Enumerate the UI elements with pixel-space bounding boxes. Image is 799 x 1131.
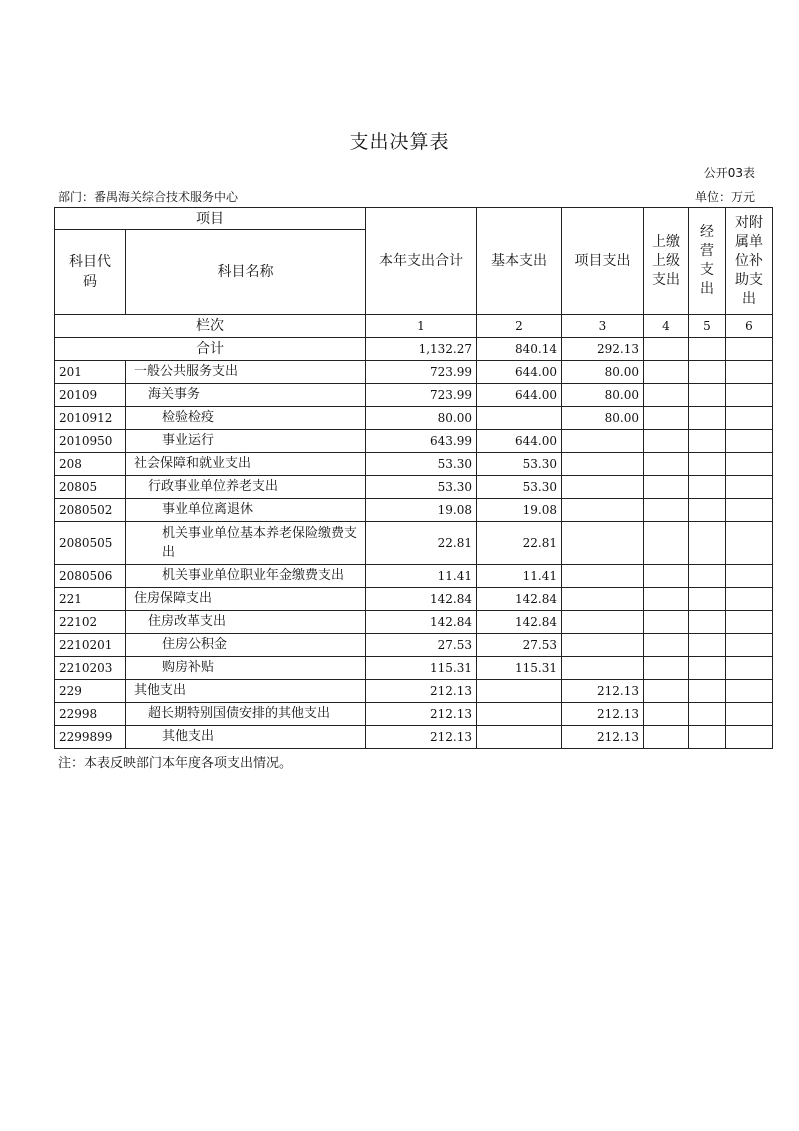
row-project: 80.00 <box>562 407 644 430</box>
header-item: 项目 <box>55 208 366 230</box>
row-basic: 53.30 <box>477 453 562 476</box>
row-project: 212.13 <box>562 726 644 749</box>
row-upper <box>644 499 689 522</box>
row-basic: 11.41 <box>477 565 562 588</box>
row-project <box>562 453 644 476</box>
row-code: 221 <box>55 588 126 611</box>
row-upper <box>644 565 689 588</box>
row-upper <box>644 361 689 384</box>
total-row-business <box>689 338 726 361</box>
row-name: 住房改革支出 <box>126 611 366 634</box>
expenditure-table <box>54 207 773 749</box>
stacked-header-text: 上缴 上级 支出 <box>652 233 680 288</box>
row-business <box>689 430 726 453</box>
row-upper <box>644 726 689 749</box>
row-code: 20805 <box>55 476 126 499</box>
row-business <box>689 611 726 634</box>
row-code: 20109 <box>55 384 126 407</box>
table-row <box>55 565 773 588</box>
row-upper <box>644 611 689 634</box>
total-row-upper <box>644 338 689 361</box>
row-business <box>689 588 726 611</box>
row-project <box>562 634 644 657</box>
row-subsidy <box>726 611 773 634</box>
row-name: 一般公共服务支出 <box>126 361 366 384</box>
row-total: 53.30 <box>366 453 477 476</box>
row-project <box>562 522 644 565</box>
column-index-2: 2 <box>477 315 562 338</box>
row-upper <box>644 680 689 703</box>
row-name: 住房保障支出 <box>126 588 366 611</box>
row-project: 80.00 <box>562 361 644 384</box>
row-total: 53.30 <box>366 476 477 499</box>
row-subsidy <box>726 499 773 522</box>
row-basic: 115.31 <box>477 657 562 680</box>
row-subsidy <box>726 522 773 565</box>
row-total: 142.84 <box>366 611 477 634</box>
column-index-4: 4 <box>644 315 689 338</box>
row-business <box>689 361 726 384</box>
row-business <box>689 703 726 726</box>
row-basic: 644.00 <box>477 361 562 384</box>
row-basic: 22.81 <box>477 522 562 565</box>
table-row <box>55 407 773 430</box>
row-upper <box>644 634 689 657</box>
table-row <box>55 588 773 611</box>
row-business <box>689 453 726 476</box>
row-subsidy <box>726 657 773 680</box>
row-total: 19.08 <box>366 499 477 522</box>
row-upper <box>644 384 689 407</box>
row-business <box>689 726 726 749</box>
page-title: 支出决算表 <box>349 131 450 153</box>
row-subsidy <box>726 407 773 430</box>
row-code: 2080505 <box>55 522 126 565</box>
row-code: 2080506 <box>55 565 126 588</box>
table-row <box>55 703 773 726</box>
row-subsidy <box>726 726 773 749</box>
table-row <box>55 499 773 522</box>
row-basic <box>477 680 562 703</box>
row-basic: 644.00 <box>477 384 562 407</box>
row-project: 80.00 <box>562 384 644 407</box>
row-total: 115.31 <box>366 657 477 680</box>
row-subsidy <box>726 634 773 657</box>
header-project: 项目支出 <box>562 208 644 315</box>
table-row <box>55 680 773 703</box>
row-upper <box>644 588 689 611</box>
row-business <box>689 634 726 657</box>
header-upper <box>644 208 689 315</box>
row-code: 201 <box>55 361 126 384</box>
footnote: 注：本表反映部门本年度各项支出情况。 <box>58 756 293 771</box>
row-name: 事业运行 <box>126 430 366 453</box>
table-row <box>55 476 773 499</box>
unit-label: 单位：万元 <box>694 190 755 204</box>
row-project <box>562 430 644 453</box>
row-code: 2210201 <box>55 634 126 657</box>
total-row-subsidy <box>726 338 773 361</box>
row-project <box>562 476 644 499</box>
row-name: 检验检疫 <box>126 407 366 430</box>
total-row-total: 1,132.27 <box>366 338 477 361</box>
header-basic: 基本支出 <box>477 208 562 315</box>
row-total: 723.99 <box>366 361 477 384</box>
table-row <box>55 384 773 407</box>
row-project <box>562 588 644 611</box>
row-code: 229 <box>55 680 126 703</box>
table-row <box>55 453 773 476</box>
row-business <box>689 657 726 680</box>
row-total: 212.13 <box>366 703 477 726</box>
row-business <box>689 384 726 407</box>
column-index-5: 5 <box>689 315 726 338</box>
row-basic: 53.30 <box>477 476 562 499</box>
column-index-1: 1 <box>366 315 477 338</box>
form-number: 公开03表 <box>703 166 755 180</box>
row-basic: 19.08 <box>477 499 562 522</box>
row-name: 超长期特别国债安排的其他支出 <box>126 703 366 726</box>
row-business <box>689 565 726 588</box>
department-label: 部门：番禺海关综合技术服务中心 <box>58 190 239 204</box>
row-name: 其他支出 <box>126 680 366 703</box>
header-name: 科目名称 <box>126 230 366 315</box>
table-row <box>55 634 773 657</box>
row-total: 643.99 <box>366 430 477 453</box>
row-project <box>562 499 644 522</box>
row-name: 行政事业单位养老支出 <box>126 476 366 499</box>
row-subsidy <box>726 384 773 407</box>
stacked-header-text: 经 营 支 出 <box>700 224 714 297</box>
table-row <box>55 361 773 384</box>
row-name: 机关事业单位职业年金缴费支出 <box>126 565 366 588</box>
row-project <box>562 611 644 634</box>
row-upper <box>644 703 689 726</box>
row-code: 2010912 <box>55 407 126 430</box>
row-project <box>562 657 644 680</box>
row-basic: 644.00 <box>477 430 562 453</box>
row-subsidy <box>726 565 773 588</box>
row-name: 机关事业单位基本养老保险缴费支出 <box>126 522 366 565</box>
row-name: 住房公积金 <box>126 634 366 657</box>
row-code: 22102 <box>55 611 126 634</box>
row-project: 212.13 <box>562 680 644 703</box>
stacked-header-text: 对附 属单 位补 助支 出 <box>735 214 763 307</box>
table-row <box>55 726 773 749</box>
row-upper <box>644 430 689 453</box>
row-business <box>689 522 726 565</box>
header-subsidy <box>726 208 773 315</box>
row-total: 212.13 <box>366 726 477 749</box>
row-basic <box>477 703 562 726</box>
row-subsidy <box>726 361 773 384</box>
stacked-header-text: 科目代 码 <box>69 254 111 290</box>
row-basic: 27.53 <box>477 634 562 657</box>
row-upper <box>644 407 689 430</box>
header-code <box>55 230 126 315</box>
row-upper <box>644 522 689 565</box>
row-total: 80.00 <box>366 407 477 430</box>
row-business <box>689 680 726 703</box>
row-upper <box>644 657 689 680</box>
row-code: 2210203 <box>55 657 126 680</box>
row-total: 11.41 <box>366 565 477 588</box>
header-business <box>689 208 726 315</box>
row-subsidy <box>726 453 773 476</box>
row-name: 购房补贴 <box>126 657 366 680</box>
row-name: 其他支出 <box>126 726 366 749</box>
table-row <box>55 611 773 634</box>
row-project <box>562 565 644 588</box>
table-row <box>55 657 773 680</box>
table-row <box>55 430 773 453</box>
row-subsidy <box>726 588 773 611</box>
row-project: 212.13 <box>562 703 644 726</box>
header-total: 本年支出合计 <box>366 208 477 315</box>
row-total: 142.84 <box>366 588 477 611</box>
row-name: 海关事务 <box>126 384 366 407</box>
row-code: 2080502 <box>55 499 126 522</box>
row-business <box>689 407 726 430</box>
row-total: 22.81 <box>366 522 477 565</box>
column-row-label: 栏次 <box>55 315 366 338</box>
row-subsidy <box>726 703 773 726</box>
row-total: 212.13 <box>366 680 477 703</box>
column-index-3: 3 <box>562 315 644 338</box>
row-code: 2010950 <box>55 430 126 453</box>
row-code: 208 <box>55 453 126 476</box>
row-basic: 142.84 <box>477 588 562 611</box>
row-code: 2299899 <box>55 726 126 749</box>
table-row <box>55 522 773 565</box>
row-subsidy <box>726 476 773 499</box>
row-business <box>689 499 726 522</box>
row-upper <box>644 476 689 499</box>
row-subsidy <box>726 430 773 453</box>
row-basic <box>477 726 562 749</box>
row-name: 事业单位离退休 <box>126 499 366 522</box>
total-row-basic: 840.14 <box>477 338 562 361</box>
row-basic: 142.84 <box>477 611 562 634</box>
total-row-project: 292.13 <box>562 338 644 361</box>
row-name: 社会保障和就业支出 <box>126 453 366 476</box>
row-subsidy <box>726 680 773 703</box>
row-total: 723.99 <box>366 384 477 407</box>
row-basic <box>477 407 562 430</box>
row-upper <box>644 453 689 476</box>
row-business <box>689 476 726 499</box>
column-index-6: 6 <box>726 315 773 338</box>
row-code: 22998 <box>55 703 126 726</box>
total-row-label: 合计 <box>55 338 366 361</box>
row-total: 27.53 <box>366 634 477 657</box>
